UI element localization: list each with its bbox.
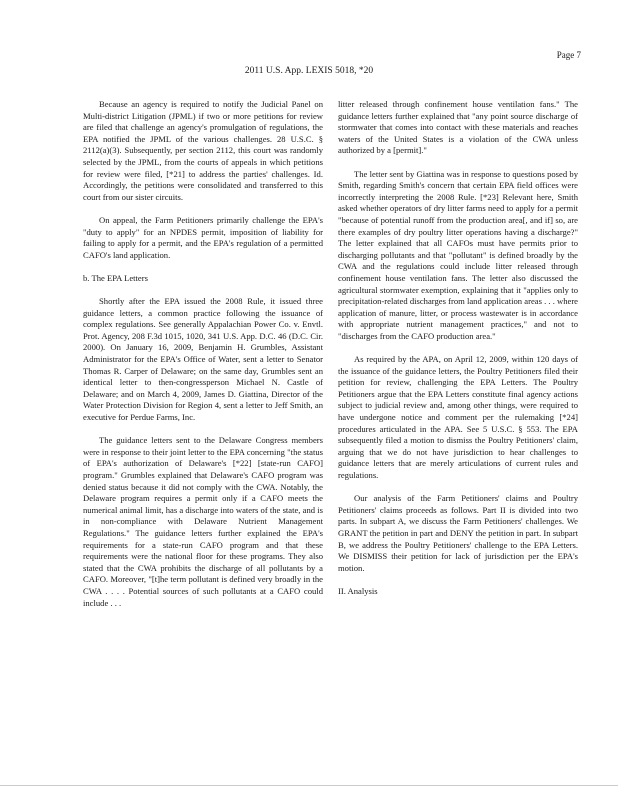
left-column (83, 99, 323, 609)
paragraph-apa-petition: As required by the APA, on April 12, 2009, within 120 days of the issuance of the guidance letters, the Poultry Petitioners filed their petition for review, challenging the EPA Letters. The Poultry Petitioners argue that the EPA Letters constitute final agency actions subject to judicial review and, among other things, were required to have undergone notice and comment per the rulemaking [*24] procedures articulated in the APA. See 5 U.S.C. § 553. The EPA subsequently filed a motion to dismiss the Poultry Petitioners' claim, arguing that we do not have jurisdiction to hear challenges to guidance letters that are merely articulations of current rules and regulations. (338, 354, 578, 480)
heading-epa-letters: b. The EPA Letters (83, 272, 148, 283)
heading-analysis: II. Analysis (338, 585, 378, 596)
paragraph-giattina-letter: The letter sent by Giattina was in response to questions posed by Smith, regarding Smith's concern that certain EPA field offices were incorrectly interpreting the 2008 Rule. [*23] Relevant here, Smith asked whether operators of dry litter farms need to apply for a permit "because of potential runoff from the production area[, and if] so, are there examples of dry poultry litter operations having a discharge?" The letter explained that all CAFOs must have permits prior to discharging pollutants and that "pollutant" is defined broadly by the CWA and the regulations could include litter released through confinement house ventilation fans. The letter also discussed the agricultural stormwater exemption, explaining that it "applies only to precipitation-related discharges from land application areas . . . where application of manure, litter, or process wastewater is in accordance with appropriate nutrient management practices," and not to "discharges from the CAFO production area." (338, 168, 578, 341)
paragraph-farm-petitioners: On appeal, the Farm Petitioners primarily challenge the EPA's "duty to apply" for an NPDES permit, imposition of liability for failing to apply for a permit, and the EPA's regulation of a permitted CAFO's land application. (83, 214, 323, 260)
paragraph-litter-released: litter released through confinement house ventilation fans." The guidance letters further explained that "any point source discharge of stormwater that comes into contact with these materials and reaches waters of the United States is a violation of the CWA unless authorized by a [permit]." (338, 99, 578, 156)
paragraph-guidance-letters-issued: Shortly after the EPA issued the 2008 Rule, it issued three guidance letters, a common practice following the issuance of complex regulations. See generally Appalachian Power Co. v. Envtl. Prot. Agency, 208 F.3d 1015, 1020, 341 U.S. App. D.C. 46 (D.C. Cir. 2000). On January 16, 2009, Benjamin H. Grumbles, Assistant Administrator for the EPA's Office of Water, sent a letter to Senator Thomas R. Carper of Delaware; on the same day, Grumbles sent an identical letter to then-congressperson Michael N. Castle of Delaware; and on March 4, 2009, James D. Giattina, Director of the Water Protection Division for Region 4, sent a letter to Jeff Smith, an executive for Perdue Farms, Inc. (83, 296, 323, 423)
paragraph-jpml: Because an agency is required to notify the Judicial Panel on Multi-district Litigation (JPML) if two or more petitions for review are filed that challenge an agency's promulgation of regulations, the EPA notified the JPML of the various challenges. 28 U.S.C. § 2112(a)(3). Subsequently, per section 2112, this court was randomly selected by the JPML, from the courts of appeals in which petitions for review were filed, [*21] to address the parties' challenges. Id. Accordingly, the petitions were consolidated and transferred to this court from our sister circuits. (83, 99, 323, 202)
paragraph-analysis-outline: Our analysis of the Farm Petitioners' claims and Poultry Petitioners' claims proceeds as follows. Part II is divided into two parts. In subpart A, we discuss the Farm Petitioners' challenges. We GRANT the petition in part and DENY the petition in part. In subpart B, we address the Poultry Petitioners' challenge to the EPA Letters. We DISMISS their petition for lack of jurisdiction per the EPA's motion. (338, 493, 578, 573)
page-number: Page 7 (556, 50, 581, 60)
right-column (338, 99, 578, 609)
paragraph-delaware-letters: The guidance letters sent to the Delaware Congress members were in response to their joint letter to the EPA concerning "the status of EPA's authorization of Delaware's [*22] [state-run CAFO] program." Grumbles explained that Delaware's CAFO program was denied status because it did not comply with the CWA. Notably, the Delaware program requires a permit only if a CAFO meets the numerical animal limit, has a discharge into waters of the state, and is in non-compliance with Delaware Nutrient Management Regulations." The guidance letters further explained the EPA's requirements for a state-run CAFO program and that these requirements were the national floor for these programs. They also stated that the CWA prohibits the discharge of all pollutants by a CAFO. Moreover, "[t]he term pollutant is defined very broadly in the CWA . . . . Potential sources of such pollutants at a CAFO could include . . . (83, 435, 323, 608)
page-bottom-edge (0, 785, 618, 786)
citation-header: 2011 U.S. App. LEXIS 5018, *20 (244, 66, 374, 76)
